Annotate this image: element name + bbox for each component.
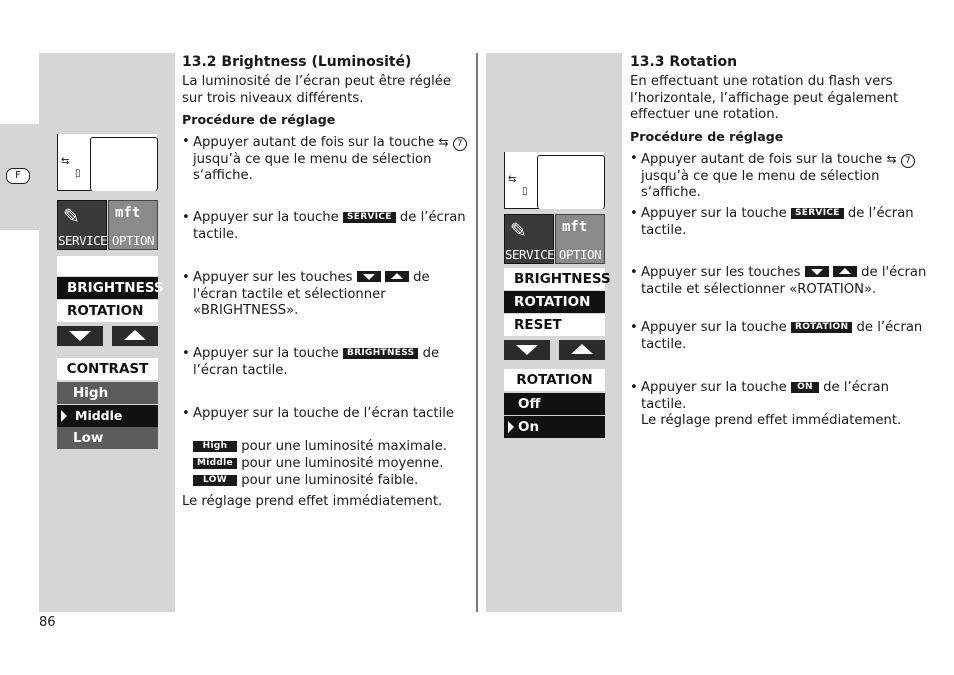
thermometer-icon: ▯: [75, 168, 81, 179]
page-number: 86: [39, 615, 56, 630]
service-button[interactable]: [504, 214, 554, 264]
right-device-illustration: [504, 152, 611, 442]
rotation-step-3: [630, 265, 931, 298]
step-text: Appuyer sur la touche: [641, 380, 787, 395]
on-key-tag: ON: [791, 382, 819, 393]
option-label: OPTION: [111, 233, 155, 248]
submenu-title-contrast: CONTRAST: [57, 358, 158, 380]
brightness-procedure-heading: Procédure de réglage: [182, 112, 336, 127]
rotation-step-4: [630, 320, 931, 353]
menu-item-rotation[interactable]: ROTATION: [504, 291, 605, 313]
service-label: SERVICE: [58, 233, 108, 248]
step-text: Appuyer sur la touche: [641, 206, 787, 221]
wrench-icon: ✎: [510, 218, 527, 242]
menu-header-blank: [57, 256, 158, 276]
step-text: de l'écran tactile et sélectionner «BRIGHTNESS».: [193, 270, 430, 319]
device-screen: [90, 137, 158, 191]
step-text: Appuyer sur les touches: [193, 270, 353, 285]
submenu-item-off[interactable]: Off: [504, 393, 605, 415]
step-text: de l’écran tactile.: [641, 320, 923, 352]
menu-item-rotation[interactable]: ROTATION: [57, 300, 158, 322]
swap-arrows-icon: ⇆: [886, 152, 897, 166]
brightness-key-tag: BRIGHTNESS: [343, 348, 418, 359]
submenu-item-high[interactable]: High: [57, 382, 158, 404]
step-text: de l’écran tactile.: [193, 210, 466, 242]
rotation-procedure-heading: Procédure de réglage: [630, 129, 784, 144]
arrow-up-icon: [385, 271, 409, 282]
step-text: Appuyer sur les touches: [641, 265, 801, 280]
arrow-down-button[interactable]: [57, 326, 103, 346]
service-key-tag: SERVICE: [791, 208, 844, 219]
section-title-rotation: 13.3 Rotation: [630, 54, 738, 70]
level-text: pour une luminosité faible.: [241, 473, 419, 488]
arrow-down-button[interactable]: [504, 340, 550, 360]
section-title-brightness: 13.2 Brightness (Luminosité): [182, 54, 412, 70]
rotation-key-tag: ROTATION: [791, 322, 852, 333]
arrow-up-button[interactable]: [112, 326, 158, 346]
option-button[interactable]: [108, 200, 158, 250]
middle-key-tag: Middle: [193, 458, 237, 469]
level-text: pour une luminosité moyenne.: [241, 456, 444, 471]
key-number-badge: 7: [453, 137, 467, 151]
submenu-item-low[interactable]: Low: [57, 427, 158, 449]
menu-item-brightness[interactable]: BRIGHTNESS: [504, 268, 605, 290]
mode-icon: ⇆: [61, 156, 70, 167]
arrow-up-button[interactable]: [559, 340, 605, 360]
option-label: OPTION: [558, 247, 602, 262]
brightness-step-5: • Appuyer sur la touche de l’écran tactile: [182, 406, 478, 423]
arrow-down-icon: [805, 266, 829, 277]
step-text: de l’écran tactile.: [641, 206, 914, 238]
swap-arrows-icon: ⇆: [438, 135, 449, 149]
menu-item-reset[interactable]: RESET: [504, 314, 605, 336]
submenu-title-rotation: ROTATION: [504, 369, 605, 391]
level-high: [193, 439, 447, 456]
mft-logo: mft: [115, 205, 141, 221]
arrow-down-icon: [357, 271, 381, 282]
level-text: pour une luminosité maximale.: [241, 439, 447, 454]
language-badge: F: [6, 168, 30, 184]
step-text: Appuyer sur la touche: [193, 210, 339, 225]
rotation-step-5: [630, 380, 926, 430]
step-text: jusqu’à ce que le menu de sélection s‘affiche.: [641, 168, 880, 201]
brightness-step-2: [182, 210, 478, 243]
step-text: Appuyer sur la touche: [193, 346, 339, 361]
level-middle: [193, 456, 443, 473]
step-text: jusqu’à ce que le menu de sélection s‘affiche.: [193, 151, 432, 184]
high-key-tag: High: [193, 441, 237, 452]
brightness-outro: Le réglage prend effet immédiatement.: [182, 494, 443, 509]
step-text: Appuyer sur la touche: [641, 320, 787, 335]
service-key-tag: SERVICE: [343, 212, 396, 223]
rotation-step-1: [630, 151, 926, 202]
service-button[interactable]: [57, 200, 107, 250]
option-button[interactable]: [555, 214, 605, 264]
low-key-tag: LOW: [193, 475, 237, 486]
left-device-illustration: [57, 134, 164, 454]
submenu-item-middle[interactable]: Middle: [57, 405, 158, 427]
thermometer-icon: ▯: [522, 186, 528, 197]
rotation-step-2: [630, 206, 926, 239]
brightness-step-1: [182, 134, 478, 185]
brightness-step-3: [182, 270, 478, 320]
level-low: [193, 473, 418, 490]
step-text: Appuyer autant de fois sur la touche: [641, 152, 883, 167]
brightness-step-4: [182, 346, 478, 379]
submenu-item-on[interactable]: On: [504, 416, 605, 438]
step-text: de l’écran tactile.: [641, 380, 889, 412]
menu-item-brightness[interactable]: BRIGHTNESS: [57, 277, 158, 299]
service-label: SERVICE: [505, 247, 555, 262]
brightness-intro: La luminosité de l’écran peut être réglée sur trois niveaux différents.: [182, 74, 451, 106]
arrow-up-icon: [833, 266, 857, 277]
mft-logo: mft: [562, 219, 588, 235]
rotation-intro: En effectuant une rotation du flash vers l’horizontale, l’affichage peut également effectuer une rotation.: [630, 74, 899, 123]
step-text: Le réglage prend effet immédiatement.: [641, 413, 902, 429]
mode-icon: ⇆: [508, 174, 517, 185]
step-text: de l’écran tactile.: [193, 346, 440, 378]
wrench-icon: ✎: [63, 204, 80, 228]
key-number-badge: 7: [901, 154, 915, 168]
step-text: de l'écran tactile et sélectionner «ROTATION».: [641, 265, 927, 297]
step-text: Appuyer autant de fois sur la touche: [193, 135, 435, 150]
device-screen: [537, 155, 605, 209]
